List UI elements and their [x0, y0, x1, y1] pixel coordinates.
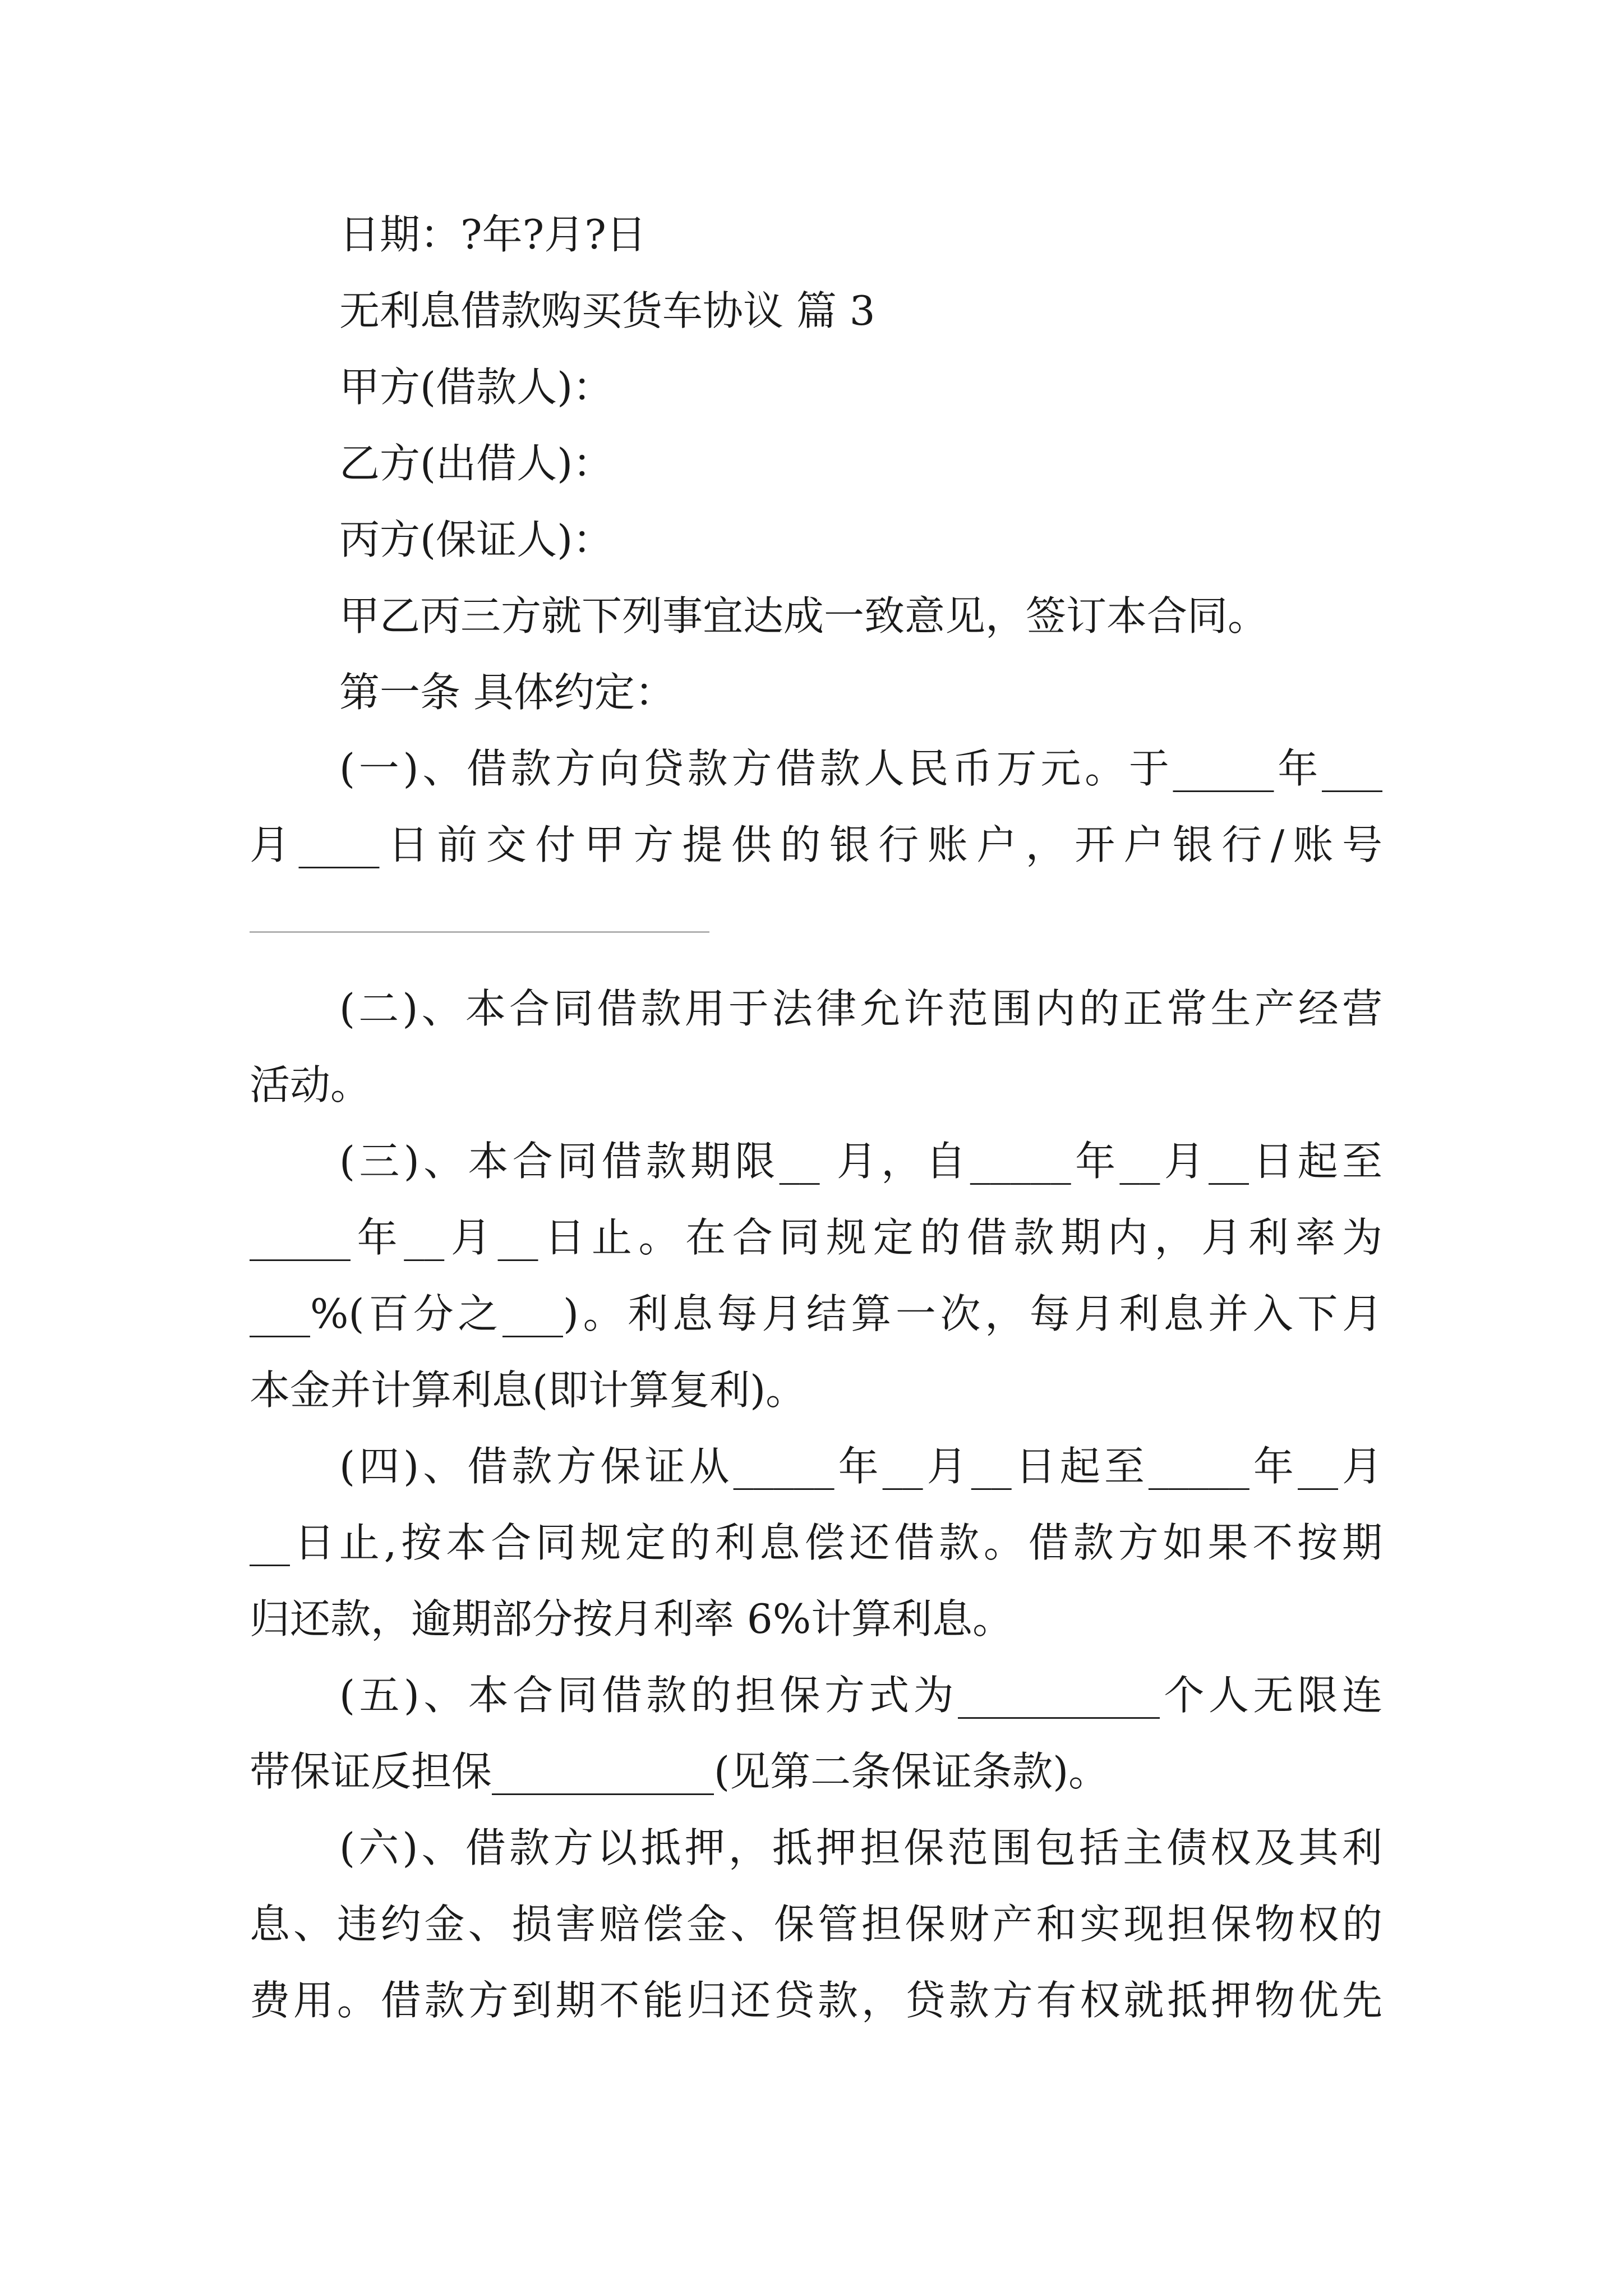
clause-5-line-1: (五)、本合同借款的担保方式为__________个人无限连 — [339, 1672, 1382, 1719]
clause-4-line-1: (四)、借款方保证从_____年__月__日起至_____年__月 — [339, 1443, 1382, 1490]
clause-1-line-1: (一)、借款方向贷款方借款人民币万元。于_____年___ — [339, 745, 1382, 792]
agreement-intro: 甲乙丙三方就下列事宜达成一致意见，签订本合同。 — [339, 592, 1269, 639]
clause-1-line-2: 月____日前交付甲方提供的银行账户，开户银行/账号 — [250, 821, 1382, 868]
party-c-line: 丙方(保证人)： — [339, 516, 614, 563]
clause-5-line-2: 带保证反担保___________(见第二条保证条款)。 — [250, 1748, 1109, 1795]
clause-3-line-3: ___%(百分之___)。利息每月结算一次，每月利息并入下月 — [250, 1290, 1382, 1337]
party-b-line: 乙方(出借人)： — [339, 440, 614, 487]
clause-2-line-2: 活动。 — [250, 1061, 371, 1108]
party-a-line: 甲方(借款人)： — [339, 364, 614, 411]
section-title: 无利息借款购买货车协议 篇 3 — [339, 287, 875, 334]
date-line: 日期：?年?月?日 — [339, 211, 647, 258]
clause-6-line-1: (六)、借款方以抵押，抵押担保范围包括主债权及其利 — [339, 1824, 1382, 1871]
clause-3-line-2: _____年__月__日止。在合同规定的借款期内，月利率为 — [250, 1214, 1382, 1261]
clause-6-line-3: 费用。借款方到期不能归还贷款，贷款方有权就抵押物优先 — [250, 1977, 1382, 2024]
clause-6-line-2: 息、违约金、损害赔偿金、保管担保财产和实现担保物权的 — [250, 1901, 1382, 1948]
clause-4-line-2: __日止,按本合同规定的利息偿还借款。借款方如果不按期 — [250, 1519, 1382, 1566]
clause-3-line-1: (三)、本合同借款期限__ 月，自_____年__月__日起至 — [339, 1138, 1382, 1185]
clause-3-line-4: 本金并计算利息(即计算复利)。 — [250, 1366, 806, 1414]
clause-4-line-3: 归还款，逾期部分按月利率 6%计算利息。 — [250, 1595, 1013, 1642]
clause-2-line-1: (二)、本合同借款用于法律允许范围内的正常生产经营 — [339, 985, 1382, 1032]
account-blank-line — [250, 931, 709, 933]
article-one-heading: 第一条 具体约定： — [339, 669, 675, 716]
